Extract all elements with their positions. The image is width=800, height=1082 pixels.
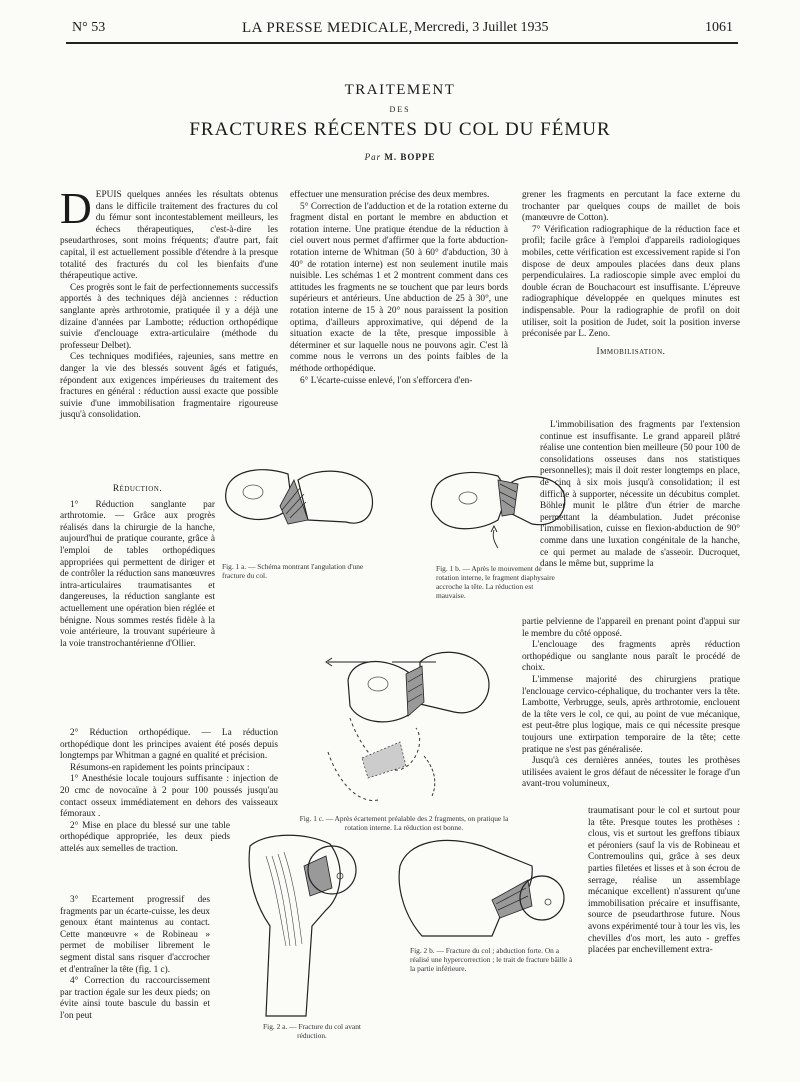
paragraph: 2° Réduction orthopédique. — La réduction orthopédique dont les principes avaient été posés depuis longtemps par Whitman a gagné en qualité et précision. <box>60 728 278 762</box>
caption-fig-1b: Fig. 1 b. — Après le mouvement de rotation interne, le fragment diaphysaire accroche la tête. La réduction est mauvaise. <box>436 564 555 600</box>
paragraph: 3° Ecartement progressif des fragments par un écarte-cuisse, les deux genoux étant maintenus au contact. Cette manœuvre « de Robineau » permet de mobiliser librement le segment distal sans risquer d'accrocher et d'entraîner la tête (fig. 1 c). <box>60 895 210 975</box>
section-heading-reduction: Réduction. <box>112 484 163 494</box>
caption-fig-2a: Fig. 2 a. — Fracture du col avant réduction. <box>263 1022 361 1040</box>
drop-cap: D <box>60 184 92 233</box>
column-3-mid <box>540 420 740 571</box>
figure-2a-drawing <box>246 826 366 1022</box>
paragraph: Jusqu'à ces dernières années, toutes les prothèses utilisées avaient le gros défaut de nécessiter le forage d'un avant-trou volumineux, <box>522 756 740 790</box>
column-3-lower <box>522 617 740 791</box>
paragraph: effectuer une mensuration précise des deux membres. <box>290 190 490 200</box>
issue-date: Mercredi, 3 Juillet 1935 <box>414 20 549 35</box>
paragraph: 7° Vérification radiographique de la réduction face et profil; facile grâce à l'emploi d'appareils radiologiques mobiles, cette vérification est excessivement rapide si l'on dispose de deux ampoules placées dans deux plans perpendiculaires. La radioscopie simple avec emploi du double écran de Bouchacourt est insuffisante. L'épreuve radiographique développée en quelques minutes est indispensable. Pour la radiographie de profil on doit utiliser, soit la position de Judet, soit la position inverse préconisée par L. Zeno. <box>522 224 740 340</box>
figure-1a-drawing <box>218 462 378 562</box>
title-line-2: DES <box>389 105 411 114</box>
paragraph: 1° Réduction sanglante par arthrotomie. — Grâce aux progrès réalisés dans la chirurgie de la hanche, aujourd'hui de pratique courante, grâce à l'emploi de tables orthopédiques appropriées qui permettent de diriger et de contrôler la réduction sans manœuvres intra-articulaires traumatisantes et dangereuses, la réduction sanglante est actuellement une opération bien réglée et bénigne. Nous sommes restés fidèle à la voie antérieure, la trouvant supérieure à la voie transtrochantérienne d'Ollier. <box>60 499 215 649</box>
paragraph: partie pelvienne de l'appareil en prenant point d'appui sur le membre du côté opposé. <box>522 617 740 639</box>
byline-prefix: Par <box>364 152 382 162</box>
column-3 <box>522 190 740 362</box>
paragraph: 1° Anesthésie locale toujours suffisante : injection de 20 cmc de novocaïne à 2 pour 100 poussés jusqu'au contact osseux immédiatement en dehors des vaisseaux fémoraux . <box>60 774 278 820</box>
paragraph: Ces techniques modifiées, rajeunies, sans mettre en danger la vie des blessés souvent âgés et fatigués, répondent aux exigences impérieuses du traitement des fractures en général : réduction aussi exacte que possible suivie d'une immobilisation fragmentaire rigoureuse jusqu'à consolidation. <box>60 352 278 421</box>
paragraph: DEPUIS quelques années les résultats obtenus dans le difficile traitement des fractures du col du fémur sont incontestablement meilleurs, les échecs thérapeutiques, c'est-à-dire les pseudarthroses, sont moins fréquents; d'autre part, fait capital, il est actuellement possible d'étendre à la presque totalité des fracturés du col les bienfaits d'une thérapeutique active. <box>60 184 278 282</box>
paragraph: grener les fragments en percutant la face externe du trochanter par quelques coups de maillet de bois (manœuvre de Cotton). <box>522 190 740 224</box>
byline <box>0 152 800 162</box>
paragraph: L'enclouage des fragments après réduction orthopédique ou sanglante nous paraît le procédé de choix. <box>522 640 740 674</box>
title-line-1: TRAITEMENT <box>344 82 456 98</box>
page-number: 1061 <box>705 20 733 35</box>
journal-name: LA PRESSE MEDICALE, <box>242 20 413 36</box>
byline-author: M. BOPPE <box>384 152 436 162</box>
column-1-lower-3 <box>60 895 210 1023</box>
figure-2b-drawing <box>392 826 572 946</box>
caption-fig-1a: Fig. 1 a. — Schéma montrant l'angulation d'une fracture du col. <box>222 562 364 580</box>
column-1-lower <box>60 478 215 650</box>
article-title: FRACTURES RÉCENTES DU COL DU FÉMUR <box>189 119 611 140</box>
issue-number: N° 53 <box>72 20 106 35</box>
paragraph: 5° Correction de l'adduction et de la rotation externe du fragment distal en portant le membre en abduction et rotation interne. Une pratique étendue de la réduction à ciel ouvert nous permet d'affirmer que la forte abduction-rotation interne de Whitman (50 à 60° d'abduction, 30 à 40° de rotation interne) est non seulement inutile mais nuisible. Les schémas 1 et 2 montrent comment dans ces attitudes les fragments ne se touchent que par leurs bords supérieurs et antérieurs. Une abduction de 25 à 30°, une rotation interne de 15 à 20° nous paraissent la position optima, d'ailleurs approximative, qui dépend de la situation exacte de la tête, presque impossible à déterminer et sur laquelle nous ne pouvons agir. C'est là comme nous le verrons un des points faibles de la méthode orthopédique. <box>290 201 508 374</box>
section-heading-immobilisation: Immobilisation. <box>596 346 666 357</box>
paragraph: 2° Mise en place du blessé sur une table orthopédique appropriée, les deux pieds attelés aux semelles de traction. <box>60 820 230 854</box>
figure-1c-drawing <box>288 632 518 812</box>
header-rule <box>66 42 738 44</box>
paragraph: 4° Correction du raccourcissement par traction égale sur les deux pieds; on évite ainsi toute bascule du bassin et l'on peut <box>60 976 210 1021</box>
paragraph: Ces progrès sont le fait de perfectionnements successifs apportés à des techniques déjà anciennes : réduction sanglante après arthrotomie, pratiquée il y a déjà une dizaine d'années par Lambotte; réduction orthopédique suivie d'enclouage extra-articulaire (méthode du professeur Delbet). <box>60 282 278 351</box>
column-1 <box>60 184 278 422</box>
figure-1b-drawing <box>428 462 568 562</box>
paragraph: traumatisant pour le col et surtout pour la tête. Presque toutes les prothèses : clous, vis et surtout les greffons tibiaux et péroniers (sauf la vis de Robineau et Contremoulins qui, grâce à ses deux parties filetées et lisses et à son écrou de serrage, réalise un assemblage mécanique excellent) n'assurent qu'une immobilisation précaire et insuffisante, source de pseudarthrose future. Nous avons expérimenté tour à tour les vis, les chevilles d'os mort, les auto - greffes placées par enchevillement extra- <box>588 806 740 956</box>
column-3-bottom <box>588 806 740 957</box>
caption-fig-2b: Fig. 2 b. — Fracture du col ; abduction forte. On a réalisé une hypercorrection ; le trait de fracture bâille à la partie inférieure. <box>410 946 573 973</box>
paragraph: Résumons-en rapidement les points principaux : <box>70 762 250 773</box>
caption-fig-1c: Fig. 1 c. — Après écartement préalable des 2 fragments, on pratique la rotation interne. La réduction est bonne. <box>299 814 509 832</box>
paragraph: L'immobilisation des fragments par l'extension continue est insuffisante. Le grand appareil plâtré réalise une contention bien meilleure (50 pour 100 de consolidations osseuses dans nos statistiques personnelles); mais il doit rester longtemps en place, de cinq à six mois jusqu'à consolidation; il est difficile à supporter, nécessite un décubitus complet. Böhler munit le plâtre d'un étrier de marche permettant la déambulation. Judet préconise l'immobilisation, cuisse en flexion-abduction de 90° comme dans une luxation congénitale de la hanche, ce qui permet au malade de s'asseoir. Ducroquet, dans le même but, supprime la <box>540 420 740 570</box>
column-2 <box>290 190 508 387</box>
paragraph: L'immense majorité des chirurgiens pratique l'enclouage cervico-céphalique, du trochanter vers la tête. Lambotte, Verbrugge, seuls, après arthrotomie, enclouent de la tête vers le col, ce qui, au point de vue mécanique, est peut-être plus logique, mais ce qui nécessite presque toujours une extirpation temporaire de la tête; cette pratique ne s'est pas généralisée. <box>522 674 740 755</box>
paragraph: 6° L'écarte-cuisse enlevé, l'on s'efforcera d'en- <box>300 375 473 386</box>
